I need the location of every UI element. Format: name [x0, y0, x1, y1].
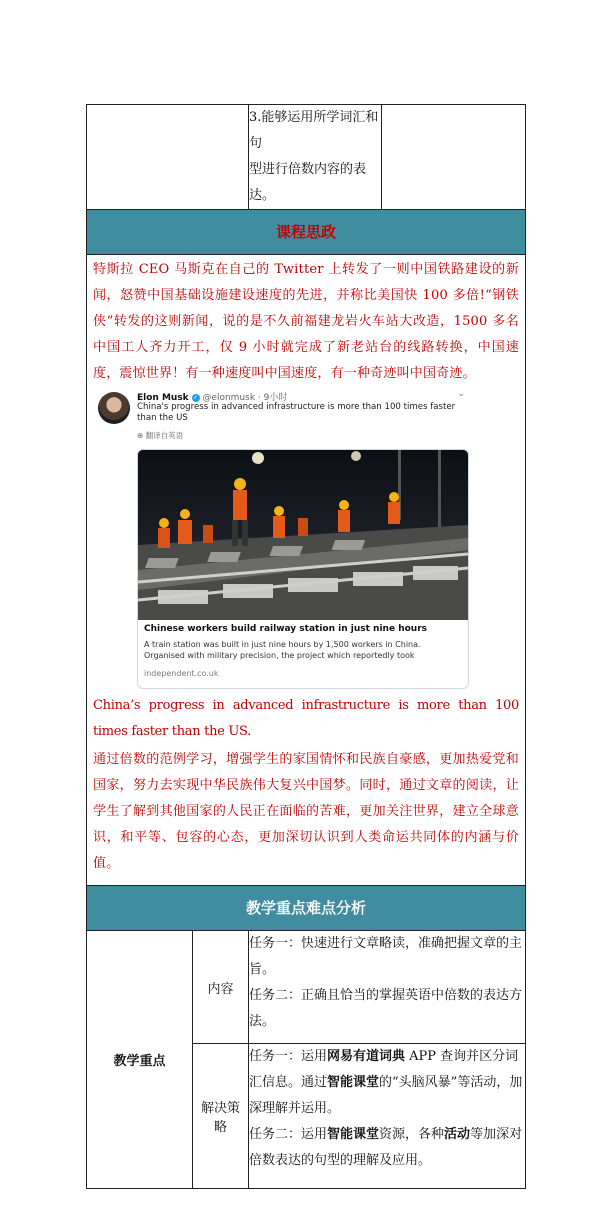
analysis-header [87, 886, 526, 931]
content-label-cell [193, 931, 249, 1044]
solution-task-2-prefix: 任务二：运用 [249, 1127, 328, 1142]
translate-link [137, 430, 183, 441]
avatar [98, 392, 130, 424]
ideology-header-row [87, 210, 526, 255]
solution-task-2-platform: 智能课堂 [327, 1127, 380, 1142]
tweet-author: Elon Musk [137, 393, 189, 403]
verified-badge-icon: ✓ [193, 393, 199, 401]
railway-night-scene-image [138, 450, 468, 620]
key-point-label-cell [87, 931, 193, 1189]
solution-label-cell [193, 1044, 249, 1189]
solution-task-1-platform: 智能课堂 [327, 1075, 380, 1090]
lesson-plan-table [86, 104, 526, 1189]
ideology-header-title: 课程思政 [275, 223, 336, 241]
solution-tasks-cell [249, 1044, 526, 1189]
analysis-header-title: 教学重点难点分析 [245, 899, 366, 917]
ideology-header [87, 210, 526, 255]
solution-task-1-mid: APP 查询并区分词汇信息。通过 [249, 1049, 519, 1090]
solution-task-2 [249, 1122, 525, 1174]
tweet-handle: @elonmusk · 9小时 [202, 393, 288, 403]
solution-task-1 [249, 1044, 525, 1122]
objective-line-2: 型进行倍数内容的表达。 [249, 162, 367, 203]
news-card-title: Chinese workers build railway station in just nine hours [144, 624, 427, 634]
tweet-text: China's progress in advanced infrastructure is more than 100 times faster than the US [137, 402, 456, 423]
ideology-paragraph-2-chinese: 通过倍数的范例学习，增强学生的家国情怀和民族自豪感，更加热爱党和国家，努力去实现中华民族伟大复兴中国梦。同时，通过文章的阅读，让学生了解到其他国家的人民正在面临的苦难，更加关注世界，建立全球意识，和平等、包容的心态，更加深切认识到人类命运共同体的内涵与价值。 [93, 752, 519, 871]
ideology-paragraph-1: 特斯拉 CEO 马斯克在自己的 Twitter 上转发了一则中国铁路建设的新闻，怒赞中国基础设施建设速度的先进，并称比美国快 100 多倍!“钢铁侠”转发的这则新闻，说的是不久前福建龙岩火车站大改造，1500 多名中国工人齐力开工，仅 9 小时就完成了新老站台的线路转换，中国速度，震惊世界！有一种速度叫中国速度，有一种奇迹叫中国奇迹。 [93, 262, 519, 381]
objective-empty-cell-right [382, 105, 526, 210]
news-link-card [137, 449, 469, 689]
railway-photo [138, 450, 468, 620]
solution-task-1-prefix: 任务一：运用 [249, 1049, 328, 1064]
objective-empty-cell-left [87, 105, 249, 210]
objective-row [87, 105, 526, 210]
ideology-content-cell [87, 255, 526, 886]
ideology-content-row [87, 255, 526, 886]
analysis-header-row [87, 886, 526, 931]
solution-task-2-suffix: 等加深对倍数表达的句型的理解及应用。 [249, 1127, 523, 1168]
news-card-source: independent.co.uk [144, 669, 219, 678]
content-tasks-cell [249, 931, 526, 1044]
objective-line-1: 3.能够运用所学词汇和句 [249, 110, 379, 151]
solution-task-2-mid: 资源，各种 [379, 1127, 445, 1142]
solution-task-1-app-name: 网易有道词典 [327, 1049, 406, 1064]
content-task-1: 任务一：快速进行文章略读，准确把握文章的主旨。 [249, 936, 523, 977]
news-card-description: A train station was built in just nine hours by 1,500 workers in China. Organised with military precision, the project which reportedly took [144, 640, 421, 660]
solution-label-line-1: 解决策 [200, 1101, 240, 1116]
solution-task-2-activities: 活动 [444, 1127, 471, 1142]
solution-task-1-suffix: 的“头脑风暴”等活动，加深理解并运用。 [249, 1075, 523, 1116]
globe-icon: ⊕ [137, 431, 144, 440]
content-task-2: 任务二：正确且恰当的掌握英语中倍数的表达方法。 [249, 988, 523, 1029]
chevron-down-icon: ⌄ [457, 389, 465, 399]
ideology-paragraph-2-english: China’s progress in advanced infrastructure is more than 100 times faster than the US. [93, 698, 519, 739]
tweet-screenshot [87, 387, 525, 691]
content-label: 内容 [207, 981, 234, 997]
tweet-card [93, 387, 473, 689]
translate-label: 翻译自英语 [145, 431, 184, 440]
solution-label-line-2: 略 [213, 1120, 227, 1135]
key-point-label: 教学重点 [113, 1054, 166, 1069]
content-row [87, 931, 526, 1044]
objective-cell [249, 105, 382, 210]
